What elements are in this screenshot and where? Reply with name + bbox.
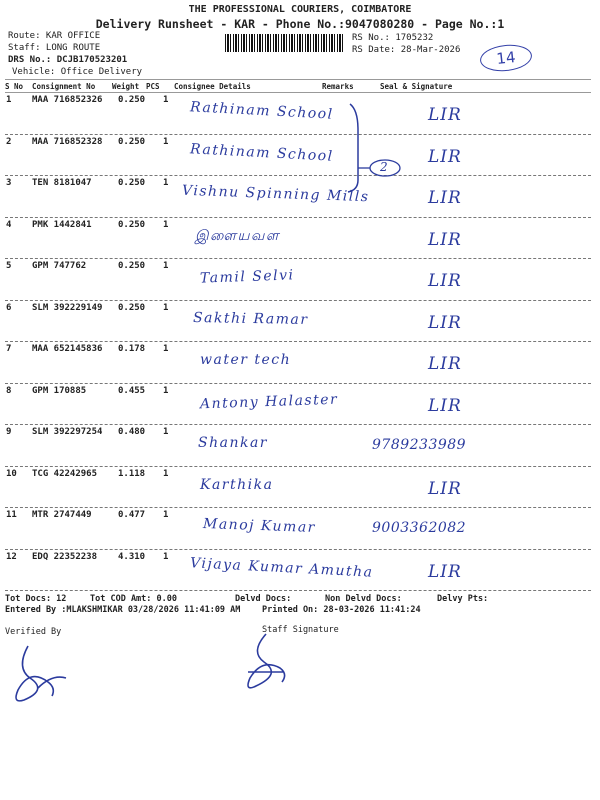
row-weight: 0.250 [118,219,146,230]
row-seal-signature: LIR [428,478,462,499]
row-consignee: Rathinam School [189,140,335,165]
row-consignment: SLM 392229149 [32,302,103,313]
row-pcs: 1 [163,219,169,230]
row-sno: 12 [6,551,17,562]
row-weight: 1.118 [118,468,146,479]
row-sno: 2 [6,136,12,147]
row-sno: 8 [6,385,12,396]
remarks-bracket [340,100,410,200]
row-weight: 0.250 [118,261,146,271]
row-pcs: 1 [163,261,169,271]
col-sno: S No [5,82,24,91]
row-divider [5,424,591,425]
row-divider [5,341,591,342]
row-consignee: Vijaya Kumar Amutha [189,554,374,581]
row-consignment: MAA 716852326 [32,95,103,105]
staff-label: Staff: LONG ROUTE [8,43,101,53]
entered-by: Entered By :MLAKSHMIKAR 03/28/2026 11:41:09 AM [5,605,241,615]
row-seal-signature: LIR [428,105,462,125]
row-sno: 3 [6,178,12,188]
row-seal-signature: LIR [428,188,462,208]
row-seal-signature: LIR [428,312,462,333]
barcode [225,34,345,52]
row-divider [5,507,591,508]
row-consignment: PMK 1442841 [32,219,92,230]
row-seal-signature: 9789233989 [372,437,467,453]
row-divider [5,590,591,591]
row-consignee: Rathinam School [189,99,335,123]
row-consignee: Antony Halaster [199,391,339,412]
row-seal-signature: 9003362082 [372,520,467,536]
row-consignment: GPM 170885 [32,385,87,396]
row-consignee: Shankar [198,435,268,451]
col-pcs: PCS [146,82,160,91]
col-remarks: Remarks [322,82,354,91]
row-weight: 0.477 [118,510,146,520]
company-name: THE PROFESSIONAL COURIERS, COIMBATORE [188,4,412,15]
row-weight: 4.310 [118,551,146,562]
col-consignee: Consignee Details [174,82,251,91]
row-consignee: இளையவள [195,227,281,244]
verified-signature [8,638,78,708]
row-consignee: Karthika [200,476,274,493]
rs-number: RS No.: 1705232 [352,33,434,43]
row-consignee: water tech [200,352,292,368]
col-consignment: Consignment No [32,82,96,91]
row-sno: 1 [6,95,12,105]
row-weight: 0.480 [118,427,146,437]
row-consignment: TEN 8181047 [32,178,92,188]
drs-number: DRS No.: DCJB170523201 [8,55,128,65]
row-weight: 0.178 [118,344,146,354]
route-label: Route: KAR OFFICE [8,31,101,41]
row-seal-signature: LIR [428,354,462,374]
row-weight: 0.250 [118,302,146,313]
row-consignment: GPM 747762 [32,261,87,271]
staff-signature-label: Staff Signature [262,625,339,635]
printed-on: Printed On: 28-03-2026 11:41:24 [262,605,421,615]
row-seal-signature: LIR [428,561,462,582]
total-cod: Tot COD Amt: 0.00 [90,594,177,604]
row-pcs: 1 [163,385,169,396]
row-weight: 0.250 [118,178,146,188]
runsheet-title: Delivery Runsheet - KAR - Phone No.:9047080280 - Page No.:1 [95,17,505,31]
row-pcs: 1 [163,427,169,437]
col-seal-signature: Seal & Signature [380,82,453,91]
row-sno: 10 [6,468,17,479]
row-consignment: EDQ 22352238 [32,551,98,562]
row-divider [5,134,591,135]
row-consignment: TCG 42242965 [32,468,98,479]
row-seal-signature: LIR [428,395,462,416]
row-pcs: 1 [163,468,169,479]
header-top-rule [5,79,591,80]
row-consignment: MAA 716852328 [32,136,103,147]
col-weight: Weight [112,82,140,91]
total-docs: Tot Docs: 12 [5,594,67,604]
row-consignment: MTR 2747449 [32,510,92,520]
row-consignee: Vishnu Spinning Mills [181,182,370,206]
row-pcs: 1 [163,510,169,520]
row-sno: 11 [6,510,17,520]
row-pcs: 1 [163,136,169,147]
row-seal-signature: LIR [428,229,462,250]
header-bottom-rule [5,92,591,93]
row-weight: 0.250 [118,136,146,147]
row-consignee: Sakthi Ramar [192,309,309,328]
row-sno: 5 [6,261,12,271]
row-consignment: SLM 392297254 [32,427,103,437]
row-sno: 9 [6,427,12,437]
row-seal-signature: LIR [428,271,462,291]
remarks-mark: 2 [380,160,388,174]
row-consignment: MAA 652145836 [32,344,103,354]
verified-by-label: Verified By [5,627,62,637]
row-weight: 0.455 [118,385,146,396]
non-delivered-docs: Non Delvd Docs: [325,594,402,604]
vehicle-label: Vehicle: Office Delivery [12,67,143,77]
row-pcs: 1 [163,302,169,313]
row-divider [5,466,591,467]
row-divider [5,175,591,176]
row-consignee: Manoj Kumar [202,516,317,536]
row-weight: 0.250 [118,95,146,105]
row-pcs: 1 [163,344,169,354]
row-seal-signature: LIR [428,146,462,167]
row-sno: 7 [6,344,12,354]
row-divider [5,300,591,301]
delivered-docs: Delvd Docs: [235,594,292,604]
row-sno: 6 [6,302,12,313]
row-divider [5,549,591,550]
delivery-points: Delvy Pts: [437,594,489,604]
row-divider [5,217,591,218]
staff-signature [238,628,298,698]
row-divider [5,383,591,384]
row-divider [5,258,591,259]
row-pcs: 1 [163,551,169,562]
rs-date: RS Date: 28-Mar-2026 [352,45,461,55]
row-pcs: 1 [163,178,169,188]
page-mark: 14 [479,42,533,73]
row-pcs: 1 [163,95,169,105]
row-consignee: Tamil Selvi [199,267,295,287]
row-sno: 4 [6,219,12,230]
